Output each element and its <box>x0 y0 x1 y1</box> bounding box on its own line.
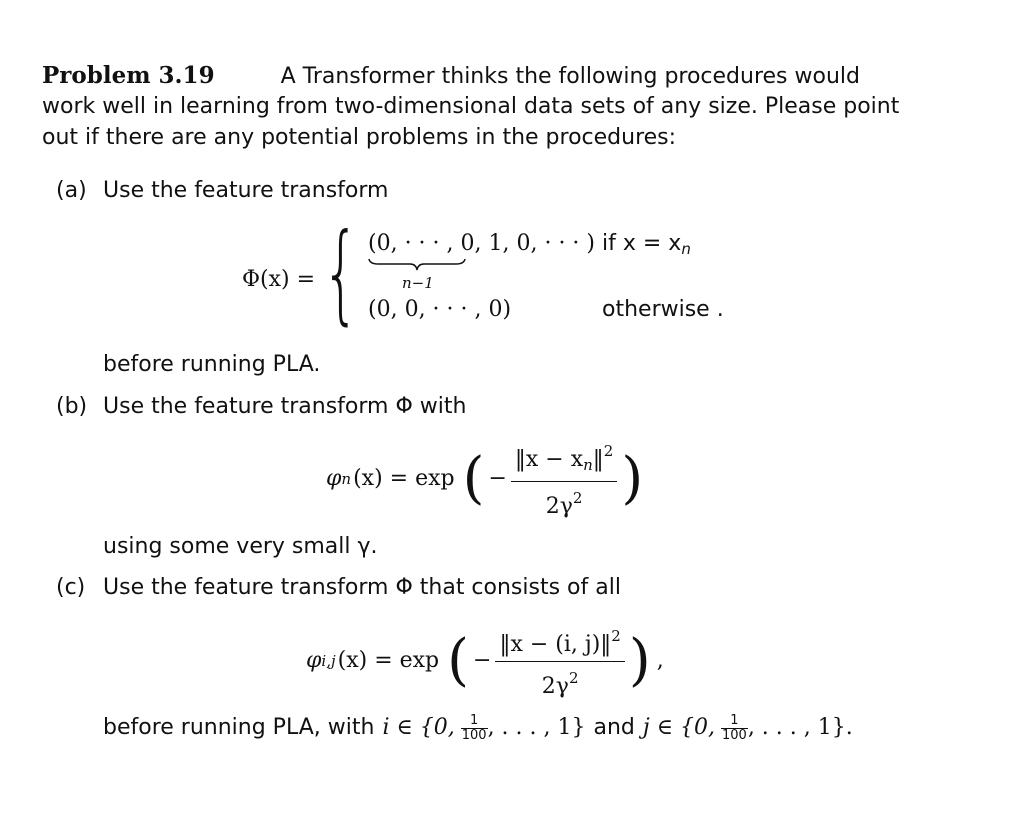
part-c-open-paren: ( <box>447 628 469 693</box>
part-b-close-paren: ) <box>621 446 644 511</box>
problem-statement <box>42 62 860 91</box>
part-b-numerator-end: ‖ <box>592 447 604 472</box>
part-c-set-j-suffix: , . . . , 1}. <box>747 715 853 740</box>
part-b-equation <box>326 442 644 519</box>
part-c-minus: − <box>473 648 492 673</box>
part-b-denominator-text: 2γ <box>545 494 573 519</box>
part-c-set-i-prefix: i ∈ {0, <box>382 715 455 740</box>
part-b-open-paren: ( <box>462 446 485 511</box>
part-c-set-i-fraction <box>461 714 488 743</box>
part-c-set-j-prefix: j ∈ {0, <box>642 715 715 740</box>
part-c-denominator <box>495 662 624 701</box>
part-b-lead: Use the feature transform Φ with <box>103 394 467 419</box>
part-c-denominator-sup: 2 <box>568 668 579 687</box>
part-c-after-prefix: before running PLA, with <box>103 715 375 740</box>
part-b-phi: φ <box>326 466 342 491</box>
part-a-underbrace-label: n−1 <box>402 274 434 292</box>
part-c-close-paren: ) <box>628 628 651 693</box>
part-c-denominator-text: 2γ <box>541 673 569 699</box>
part-a-lead: Use the feature transform <box>103 178 389 203</box>
part-a-left-brace: { <box>322 211 360 336</box>
part-c-after <box>103 712 853 744</box>
part-c-set-j-fraction <box>721 714 748 743</box>
part-c-phi: φ <box>306 648 322 673</box>
part-b-numerator-sub: n <box>583 456 593 474</box>
part-a-marker: (a) <box>56 178 87 203</box>
part-a-lhs: Φ(x) = <box>242 267 316 292</box>
part-b-numerator-sup: 2 <box>603 442 614 460</box>
part-b-numerator-text: ‖x − x <box>514 447 584 472</box>
part-c-lhs-rest: (x) = exp <box>337 648 440 673</box>
part-b-denominator <box>511 482 617 521</box>
part-c-numerator-sup: 2 <box>611 626 621 645</box>
problem-intro-line1: A Transformer thinks the following procedures would <box>280 64 860 89</box>
part-a-case1-condition <box>602 230 691 263</box>
problem-intro-line2: work well in learning from two-dimensional data sets of any size. Please point <box>42 94 900 119</box>
problem-intro-line3: out if there are any potential problems in the procedures: <box>42 125 677 150</box>
part-a-case2-value: (0, 0, · · · , 0) <box>368 297 512 322</box>
part-c-phi-sub: i,j <box>321 652 336 670</box>
part-b-phi-sub: n <box>341 470 352 488</box>
part-b-minus: − <box>488 466 507 491</box>
part-a-underbrace <box>368 258 466 272</box>
part-c-numerator-text: ‖x − (i, j)‖ <box>499 631 612 657</box>
part-a-after: before running PLA. <box>103 352 321 377</box>
part-b-fraction <box>511 437 617 521</box>
part-c-trailing-comma: , <box>656 648 664 673</box>
part-a-case1-value: (0, · · · , 0, 1, 0, · · · ) <box>368 231 596 256</box>
part-c-fraction <box>495 622 624 701</box>
part-c-set-j-frac-den: 100 <box>721 727 747 743</box>
part-b-denominator-sup: 2 <box>572 489 583 507</box>
part-c-lead: Use the feature transform Φ that consists of all <box>103 575 621 600</box>
part-a-case1-condition-sub: n <box>681 240 691 258</box>
part-a-case1-condition-text: if x = x <box>602 231 682 256</box>
part-a-case2-condition: otherwise . <box>602 297 724 322</box>
part-c-set-i-frac-den: 100 <box>461 727 487 743</box>
problem-label: Problem 3.19 <box>42 62 215 89</box>
part-b-lhs-rest: (x) = exp <box>353 466 455 491</box>
part-c-marker: (c) <box>56 575 86 600</box>
part-c-equation <box>306 626 664 699</box>
part-c-set-i-suffix: , . . . , 1} <box>487 715 586 740</box>
part-b-after: using some very small γ. <box>103 534 378 559</box>
part-b-marker: (b) <box>56 394 88 419</box>
part-c-numerator <box>495 622 624 662</box>
part-c-set-j-frac-num: 1 <box>721 714 748 729</box>
part-b-numerator <box>511 437 617 482</box>
part-c-and-word: and <box>593 715 635 740</box>
part-c-set-i-frac-num: 1 <box>461 714 488 729</box>
